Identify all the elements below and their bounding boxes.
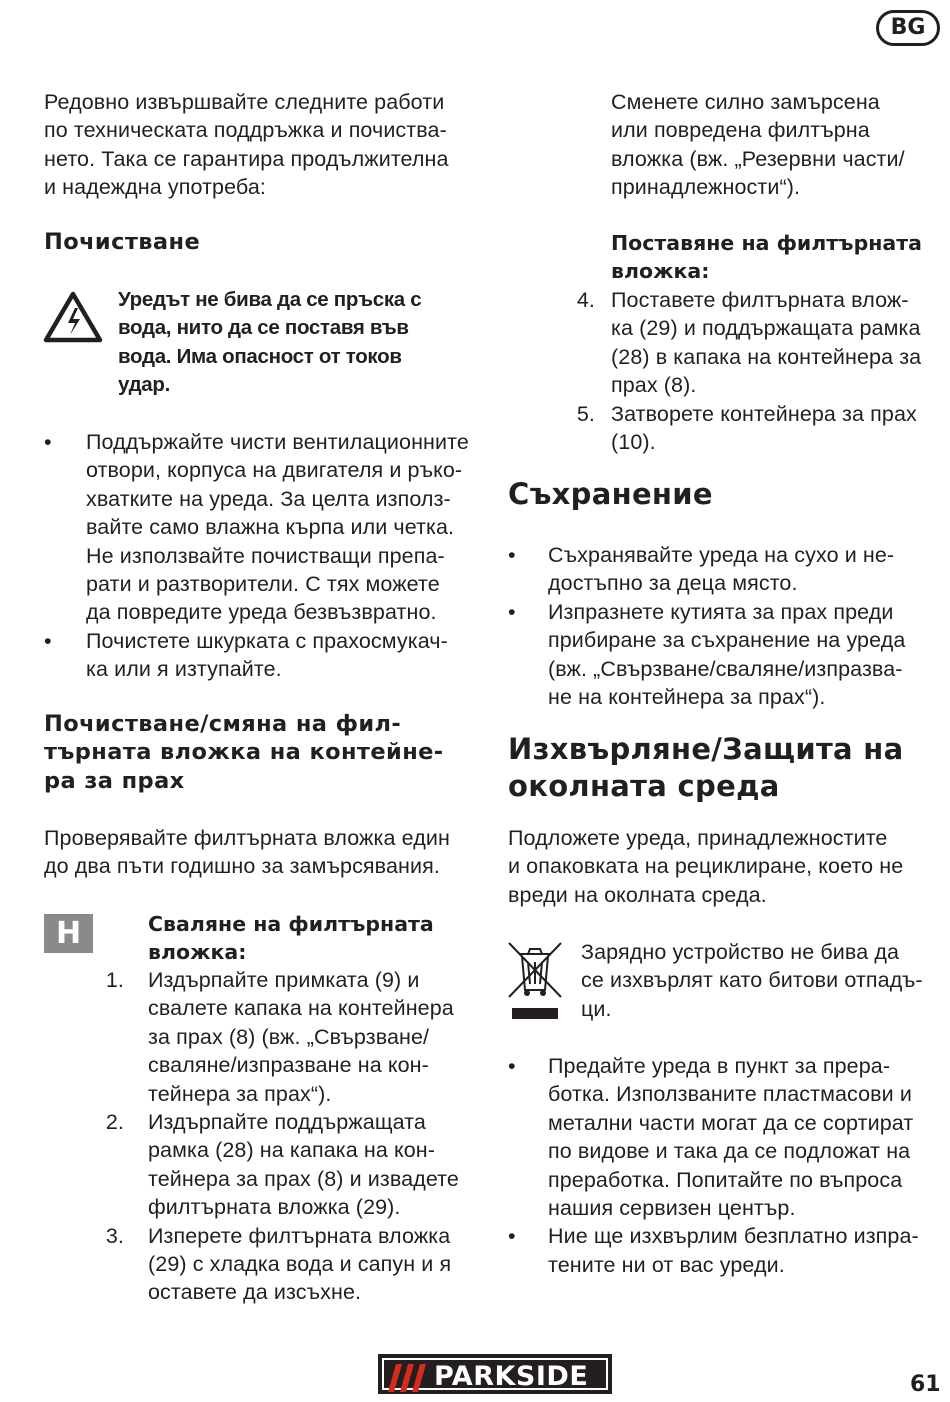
figure-label: H	[44, 914, 93, 953]
list-item-line: Ние ще изхвърлим безплатно изпра-	[548, 1224, 919, 1249]
paragraph-line: Зарядно устройство не бива да	[581, 940, 900, 964]
warning-text	[118, 286, 458, 400]
disposal-heading	[508, 731, 938, 805]
paragraph-line: Проверявайте филтърната вложка един	[44, 826, 450, 850]
warning-line: вода. Има опасност от токов	[118, 344, 402, 368]
heading-line: Сваляне на филтърната	[148, 912, 434, 936]
install-heading	[611, 229, 941, 286]
list-item-line: да повредите уреда безвъзвратно.	[86, 600, 437, 625]
cleaning-bullet-list	[44, 428, 486, 684]
heading-line: ра за прах	[44, 767, 185, 794]
step-line: сваляне/изпразване на кон-	[148, 1053, 429, 1078]
step-number: 5.	[576, 401, 595, 426]
paragraph-line: вложка (вж. „Резервни части/	[611, 146, 905, 171]
list-item-line: хватките на уреда. За целта използ-	[86, 486, 451, 511]
bullet-mark: •	[44, 430, 52, 454]
warning-line: вода, нито да се поставя във	[118, 316, 409, 340]
weee-text	[581, 938, 941, 1023]
paragraph-line: до два пъти годишно за замърсявания.	[44, 854, 440, 879]
paragraph-line: или повредена филтърна	[611, 118, 870, 143]
step-item	[105, 966, 488, 1108]
step-number: 4.	[576, 288, 595, 312]
step-line: филтърната вложка (29).	[148, 1195, 401, 1220]
intro-line: по техническата поддръжка и почиства-	[44, 118, 447, 143]
storage-bullet-list	[508, 541, 943, 711]
step-item	[105, 1108, 488, 1222]
list-item-line: Почистете шкурката с прахосмукач-	[86, 628, 448, 653]
list-item-line: ботка. Използваните пластмасови и	[548, 1082, 912, 1107]
list-item-line: ка или я изтупайте.	[86, 657, 282, 682]
bullet-mark: •	[508, 1054, 516, 1078]
list-item-line: нашия сервизен център.	[548, 1196, 796, 1221]
intro-line: Редовно извършвайте следните работи	[44, 90, 445, 114]
heading-line: Поставяне на филтърната	[611, 231, 922, 255]
storage-heading: Съхранение	[508, 477, 713, 511]
step-line: Изперете филтърната вложка	[148, 1223, 451, 1248]
disposal-intro	[508, 824, 943, 909]
heading-line: вложка:	[611, 259, 710, 284]
heading-line: търната вложка на контейне-	[44, 739, 444, 766]
list-item	[508, 598, 943, 712]
step-line: рамка (28) на капака на кон-	[148, 1138, 436, 1163]
list-item-line: по видове и така да се подложат на	[548, 1139, 911, 1164]
list-item-line: отвори, корпуса на двигателя и ръко-	[86, 458, 463, 483]
list-item-line: Изпразнете кутията за прах преди	[548, 599, 894, 624]
paragraph-line: се изхвърлят като битови отпадъ-	[581, 968, 923, 993]
step-line: (28) в капака на контейнера за	[611, 344, 922, 369]
step-line: оставете да изсъхне.	[148, 1280, 362, 1305]
list-item-line: Съхранявайте уреда на сухо и не-	[548, 543, 895, 567]
step-item	[105, 1222, 488, 1307]
list-item-line: прибиране за съхранение на уреда	[548, 628, 906, 653]
replace-paragraph	[611, 88, 941, 202]
heading-line: околната среда	[508, 769, 780, 803]
step-line: (29) с хладка вода и сапун и я	[148, 1252, 452, 1277]
step-line: за прах (8) (вж. „Свързване/	[148, 1024, 430, 1049]
list-item-line: вайте само влажна кърпа или четка.	[86, 515, 455, 540]
heading-line: вложка:	[148, 940, 247, 965]
step-line: Затворете контейнера за прах	[611, 401, 917, 426]
paragraph-line: Подложете уреда, принадлежностите	[508, 826, 888, 850]
remove-steps	[105, 966, 488, 1307]
logo-frame	[382, 1358, 608, 1390]
step-line: тейнера за прах“).	[148, 1081, 332, 1106]
list-item-line: Предайте уреда в пункт за прера-	[548, 1054, 891, 1078]
step-line: Издърпайте примката (9) и	[148, 968, 420, 992]
remove-heading	[148, 910, 488, 967]
page-number: 61	[910, 1372, 941, 1397]
step-line: (10).	[611, 430, 656, 455]
step-item	[576, 286, 945, 400]
paragraph-line: Сменете силно замърсена	[611, 90, 880, 114]
list-item-line: Не използвайте почистващи препа-	[86, 543, 445, 568]
paragraph-line: принадлежности“).	[611, 175, 801, 200]
list-item-line: метални части могат да се сортират	[548, 1110, 914, 1135]
electric-hazard-icon	[42, 290, 104, 344]
logo-slashes	[388, 1364, 430, 1392]
disposal-bullet-list	[508, 1052, 943, 1279]
crossed-bin-icon	[506, 940, 564, 1022]
list-item-line: достъпно за деца място.	[548, 571, 798, 596]
paragraph-line: вреди на околната среда.	[508, 882, 767, 907]
list-item-line: преработка. Попитайте по въпроса	[548, 1167, 903, 1192]
list-item-line: (вж. „Свързване/сваляне/изпразва-	[548, 656, 903, 681]
step-line: свалете капака на контейнера	[148, 996, 454, 1021]
list-item-line: тените ни от вас уреди.	[548, 1252, 785, 1277]
bullet-mark: •	[508, 543, 516, 567]
list-item	[508, 1052, 943, 1222]
list-item	[508, 1222, 943, 1279]
paragraph-line: и опаковката на рециклиране, което не	[508, 854, 904, 879]
step-number: 2.	[105, 1110, 124, 1135]
step-line: ка (29) и поддържащата рамка	[611, 316, 921, 341]
step-line: Поставете филтърната влож-	[611, 288, 909, 312]
list-item-line: не на контейнера за прах“).	[548, 685, 826, 710]
heading-line: Почистване/смяна на фил-	[44, 711, 402, 737]
list-item	[44, 428, 486, 627]
list-item-line: рати и разтворители. С тях можете	[86, 572, 440, 597]
filter-heading	[44, 710, 494, 795]
list-item-line: Поддържайте чисти вентилационните	[86, 430, 469, 454]
intro-line: нето. Така се гарантира продължителна	[44, 146, 449, 171]
install-steps	[576, 286, 945, 456]
list-item	[508, 541, 943, 598]
bullet-mark: •	[508, 1224, 516, 1249]
cleaning-heading: Почистване	[44, 229, 201, 255]
warning-line: удар.	[118, 373, 171, 397]
step-item	[576, 400, 945, 457]
step-line: прах (8).	[611, 373, 697, 398]
warning-line: Уредът не бива да се пръска с	[118, 288, 422, 311]
heading-line: Изхвърляне/Защита на	[508, 732, 904, 766]
bullet-mark: •	[44, 628, 52, 653]
step-line: тейнера за прах (8) и извадете	[148, 1166, 459, 1191]
check-paragraph	[44, 824, 494, 881]
intro-line: и надеждна употреба:	[44, 175, 266, 200]
list-item	[44, 627, 486, 684]
step-number: 3.	[105, 1223, 124, 1248]
parkside-logo	[378, 1354, 612, 1394]
step-number: 1.	[105, 968, 124, 992]
logo-wordmark: PARKSIDE	[434, 1361, 589, 1392]
intro-paragraph	[44, 88, 484, 202]
paragraph-line: ци.	[581, 996, 612, 1021]
bullet-mark: •	[508, 599, 516, 624]
step-line: Издърпайте поддържащата	[148, 1110, 426, 1135]
language-badge: BG	[876, 10, 940, 46]
